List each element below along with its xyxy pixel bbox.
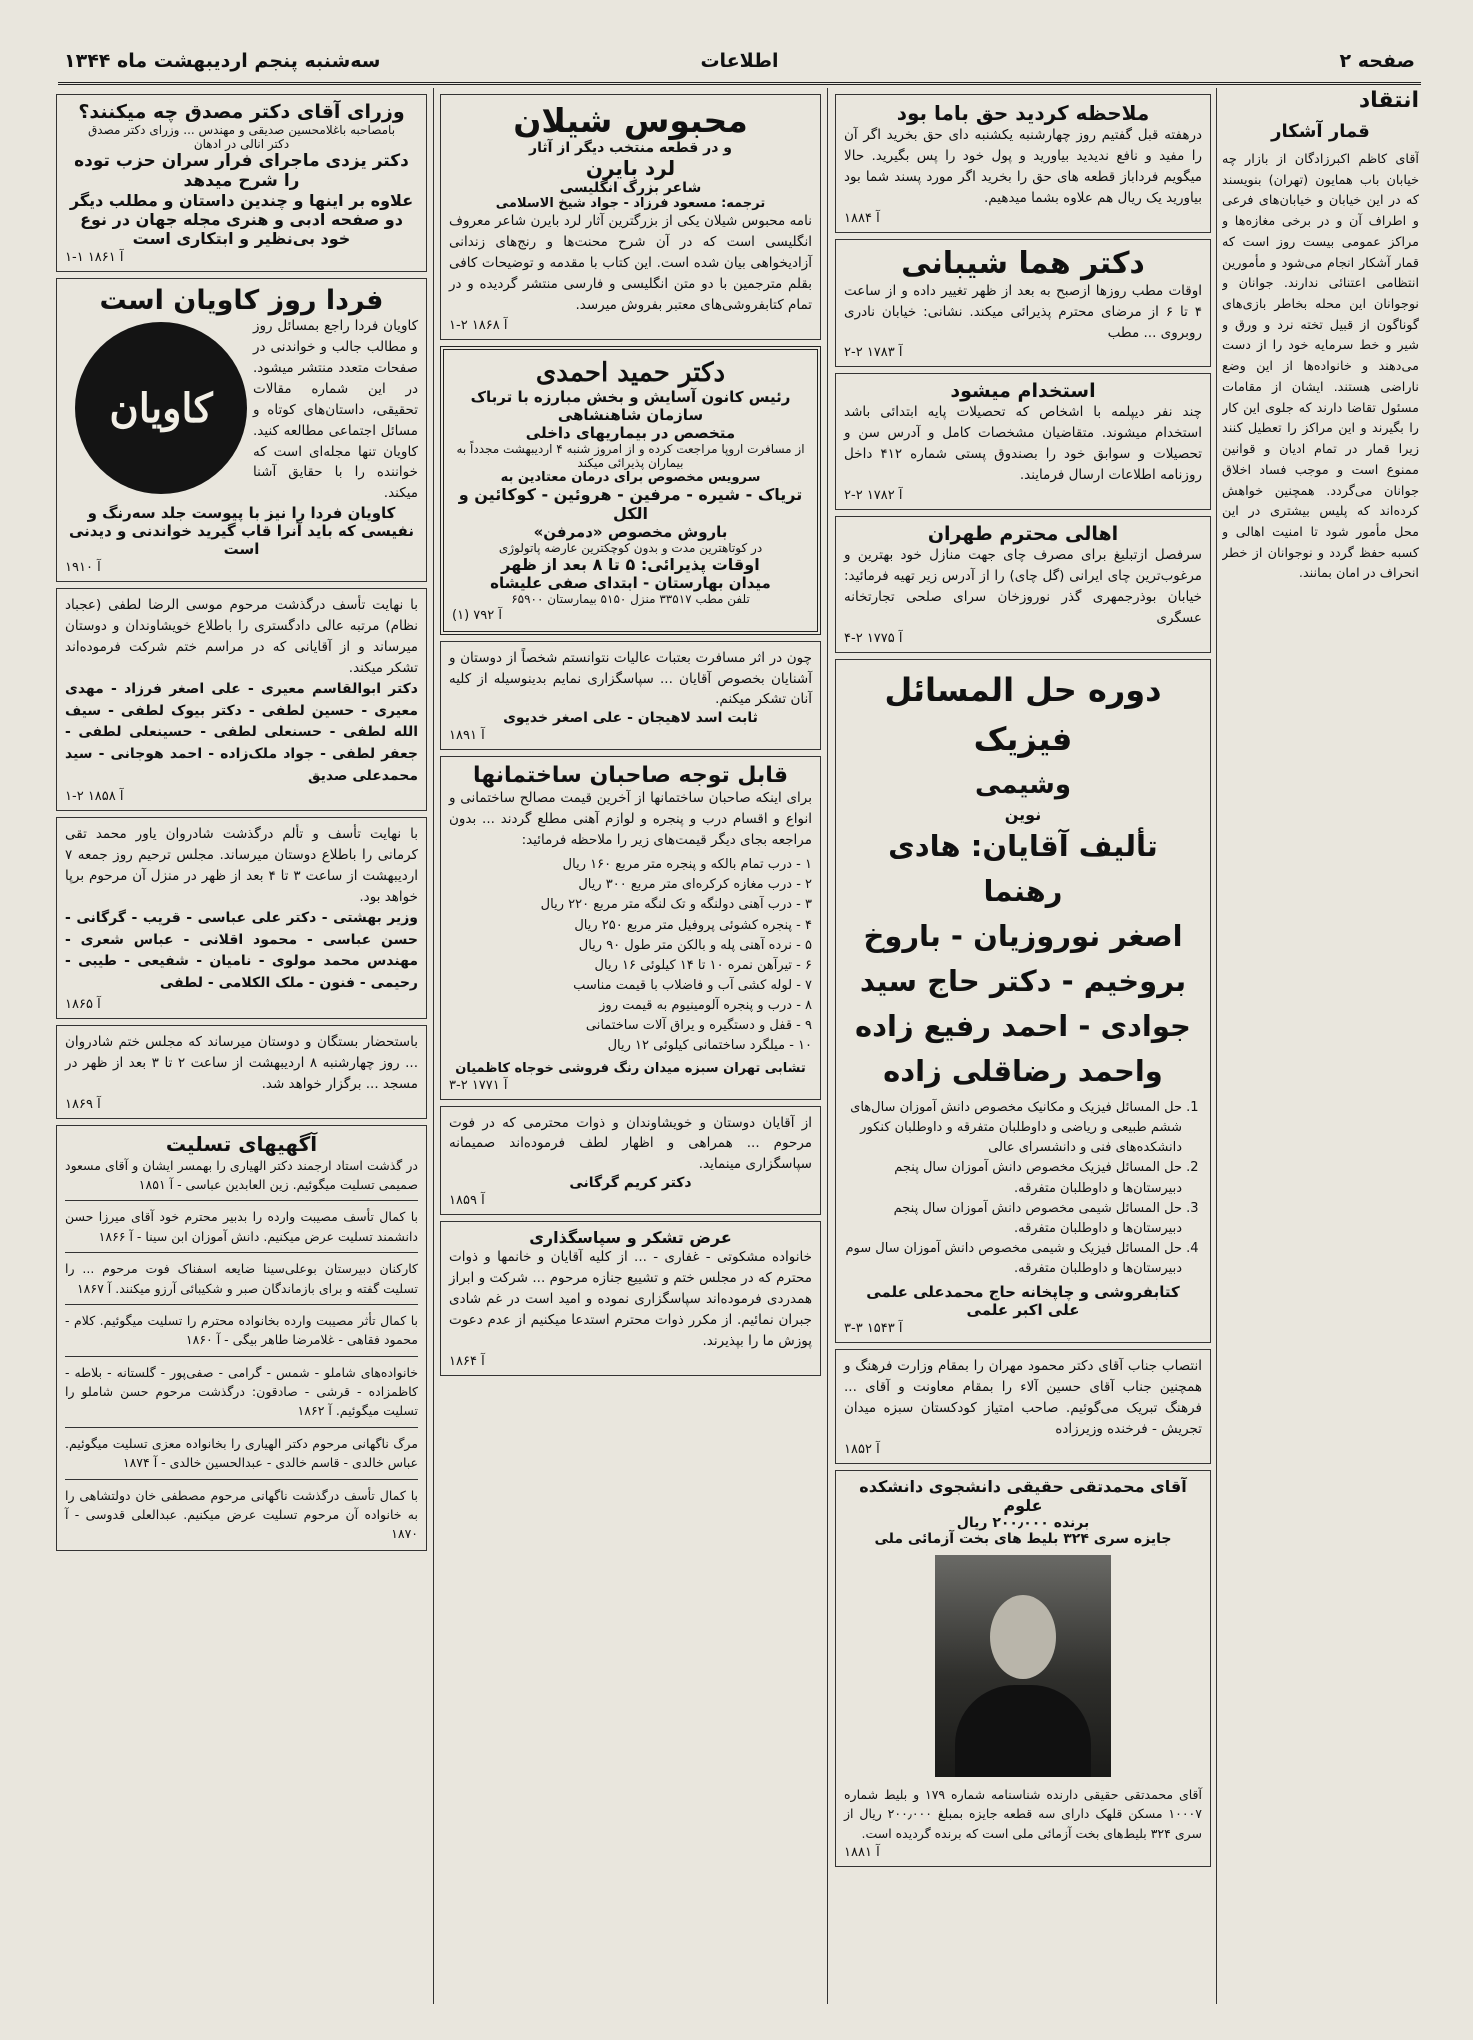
ad-text: با نهایت تأسف و تألم درگذشت شادروان یاور محمد تقی کرمانی را باطلاع دوستان میرساند. مجلس ترحیم روز جمعه ۷ اردیبهشت از ساعت ۳ تا ۴ بعد از ظهر در منزل آن مرحوم برپا خواهد بود.	[65, 826, 418, 906]
condolence-item: خانواده‌های شاملو - شمس - گرامی - صفی‌پور - گلستانه - بلاطه - کاظمزاده - قرشی - صادقون: درگذشت مرحوم حسن شاملو را تسلیت میگوئیم. آ ۱۸۶۲	[65, 1364, 418, 1419]
doctor-line: از مسافرت اروپا مراجعت کرده و از امروز شنبه ۴ اردیبهشت مجدداً به بیماران پذیرائی میکند	[456, 441, 805, 470]
office-phone: تلفن مطب ۳۳۵۱۷ منزل ۵۱۵۰ بیمارستان ۶۵۹۰۰	[511, 591, 750, 606]
ad-book-prisoner	[440, 94, 821, 340]
ad-title: قابل توجه صاحبان ساختمانها	[473, 763, 788, 789]
section-title: آگهیهای تسلیت	[165, 1131, 318, 1156]
condolence-ads	[56, 1125, 427, 1551]
list-item: 4. حل المسائل فیزیک و شیمی مخصوص دانش آموزان سال سوم دبیرستان‌ها و داوطلبان متفرقه.	[844, 1239, 1182, 1279]
ad-ref: آ ۱۷۷۵ ۲-۴	[844, 630, 903, 646]
ad-text: سرفصل ازتبلیغ برای مصرف چای جهت منازل خود بهترین و مرغوب‌ترین چای ایرانی (گل چای) را از آدرس زیر تهیه فرمائید: خیابان بوذرجمهری گذر نوروزخان سرای صلحی تجارتخانه عسگری	[844, 547, 1202, 626]
article-headline: قمار آشکار	[1271, 121, 1370, 142]
ad-title: آقای محمدتقی حقیقی دانشجوی دانشکده علوم	[859, 1476, 1187, 1515]
ad-tehran-tea	[835, 516, 1211, 653]
list-item: 1. حل المسائل فیزیک و مکانیک مخصوص دانش آموزان سال‌های ششم طبیعی و ریاضی و داوطلبان متفرقه و داوطلبان کنکور دانشکده‌های فنی و دانشسرای عالی	[844, 1098, 1182, 1158]
ad-text: باستحضار بستگان و دوستان میرساند که مجلس ختم شادروان ... روز چهارشنبه ۸ اردیبهشت از ساعت ۲ تا ۳ بعد از ظهر در مسجد ... برگزار خواهد شد.	[65, 1033, 419, 1092]
ad-title: اهالی محترم طهران	[927, 523, 1119, 546]
ad-ref: آ ۱۷۸۳ ۲-۲	[844, 345, 903, 361]
winner-photo	[935, 1555, 1111, 1777]
mourner-names: وزیر بهشتی - دکتر علی عباسی - قریب - گرگانی - حسن عباسی - محمود اقلانی - عباس شعری - مهندس محمد مولوی - نامیان - شفیعی - طیبی - رحیمی - فنون - ملک الکلامی - لطفی	[65, 910, 418, 992]
ad-text: از آقایان دوستان و خویشاوندان و ذوات محترمی که در فوت مرحوم ... همراهی و اظهار لطف فرموده‌اند صمیمانه سپاسگزاری مینماید.	[449, 1114, 812, 1173]
list-item: ۲ - درب مغازه کرکره‌ای متر مربع ۳۰۰ ریال	[578, 877, 812, 893]
ad-ref: آ ۱۵۴۳ ۳-۳	[844, 1321, 903, 1337]
ad-doctor-ahmadi	[440, 346, 821, 635]
ad-text: نامه محبوس شیلان یکی از بزرگترین آثار لرد بایرن شاعر معروف انگلیسی است که در آن شرح محنت‌ها و رنج‌های زندانی آزادیخواهی بیان شده است. این کتاب با مقدمه و توضیحات کافی بقلم مترجمین با دو متن انگلیسی و فارسی منتشر گردیده و در تمام کتابفروشی‌های معتبر بفروش میرسد.	[449, 213, 812, 313]
ad-physics-book	[835, 659, 1211, 1343]
column-divider	[1216, 88, 1217, 2004]
publisher-name: علی اکبر علمی	[966, 1301, 1080, 1320]
condolence-item: با کمال تأسف مصیبت وارده را بدبیر محترم خود آقای میرزا حسن دانشمند تسلیت عرض میکنیم. دانش آموزان ابن سینا - آ ۱۸۶۶	[65, 1209, 418, 1244]
ad-lottery-winner	[835, 1470, 1211, 1867]
ad-ref: آ ۱۸۵۲	[844, 1441, 880, 1457]
ad-headline: دو صفحه ادبی و هنری مجله جهان در نوع خود بی‌نظیر و ابتکاری است	[80, 210, 403, 248]
book-list	[844, 1098, 1202, 1279]
ad-title: دکتر هما شیبانی	[901, 245, 1145, 281]
price-list	[449, 855, 812, 1056]
article-body: آقای کاظم اکبرزادگان از بازار چه خیابان باب همایون (تهران) بنویسند که در این خیابان و خیابان‌های فرعی و اطراف آن و در برخی مغازه‌ها و مراکز عمومی بیست روز است که قمار آشکار انجام می‌شود و مأمورین انتظامی اعتنائی ندارند. جوانان و نوجوانان این محله بخاطر بازی‌های گوناگون از قبیل تخته نرد و ورق و شیر و خط سرمایه خود را از دست می‌دهند و خانواده‌ها از این وضع ناراضی هستند. ایشان از مقامات مسئول تقاضا دارند که جلوی این کار را بگیرند و این مراکز را تعطیل کنند زیرا قمار در تمام ادیان و قوانین ممنوع است و موجب فساد اخلاق جوانان می‌گردد. همچنین خواهش کرده‌اند که پلیس بیشتری در این محل مأمور شود تا امنیت اهالی و کسبه حفظ گردد و نوجوانان از خطر انحراف در امان بمانند.	[1222, 152, 1419, 582]
prize-amount: برنده ۲۰۰٫۰۰۰ ریال	[956, 1514, 1090, 1531]
ads-column-3	[440, 88, 821, 2004]
list-item: ۴ - پنجره کشوئی پروفیل متر مربع ۲۵۰ ریال	[574, 917, 812, 933]
ad-title: ملاحظه کردید حق باما بود	[896, 101, 1150, 125]
ad-jahan-magazine	[56, 94, 427, 272]
ad-sub: شاعر بزرگ انگلیسی	[559, 180, 702, 196]
list-item: ۷ - لوله کشی آب و فاضلاب با قیمت مناسب	[573, 977, 812, 993]
ad-text: کاویان فردا راجع بمسائل روز و مطالب جالب و خواندنی در صفحات متعدد منتشر میشود. در این شماره مقالات تحقیقی، داستان‌های کوتاه و مسائل اجتماعی مطالعه کنید. کاویان تنها مجله‌ای است که خواننده را با حقایق آشنا میکند.	[253, 318, 418, 502]
office-address: میدان بهارستان - ابتدای صفی علیشاه	[490, 573, 771, 592]
obituary-1	[56, 588, 427, 811]
condolence-item: در گذشت استاد ارجمند دکتر الهیاری را بهمسر ایشان و آقای مسعود صمیمی تسلیت میگوئیم. زین العابدین عباسی - آ ۱۸۵۱	[65, 1157, 418, 1192]
ad-title: استخدام میشود	[950, 380, 1096, 403]
obituary-3	[56, 1025, 427, 1119]
doctor-line: باروش مخصوص «دمرفن»	[533, 522, 728, 541]
condolence-item: کارکنان دبیرستان بوعلی‌سینا ضایعه اسفناک فوت مرحوم ... را تسلیت گفته و برای بازماندگان صبر و شکیبائی آرزو میکنند. آ ۱۸۶۷	[65, 1261, 418, 1296]
ad-headline: دکتر یزدی ماجرای فرار سران حزب توده را شرح میدهد	[74, 151, 409, 191]
ad-sub: بامصاحبه باغلامحسین صدیقی و مهندس ... وزرای دکتر مصدق	[87, 123, 396, 137]
ad-title: محبوس شیلان	[513, 101, 748, 140]
ad-text: چون در اثر مسافرت بعتبات عالیات نتوانستم شخصاً از دوستان و آشنایان بخصوص آقایان ... سپاسگزاری نمایم بدینوسیله از کلیه آنان تشکر میکنم.	[449, 649, 812, 708]
ads-column-4	[56, 88, 427, 2004]
ad-ref: آ ۱۸۶۴	[449, 1353, 485, 1369]
column-divider	[827, 88, 828, 2004]
ad-sub: و در قطعه منتخب دیگر از آثار	[529, 140, 732, 156]
ad-text: انتصاب جناب آقای دکتر محمود مهران را بمقام وزارت فرهنگ و همچنین جناب آقای حسین آلاء را بمقام معاونت و آقای ... فرهنگ تبریک می‌گوئیم. صاحب امتیاز کودکستان سبزه‌ میدان تجریش - فرخنده وزیرزاده	[844, 1358, 1202, 1437]
photo-caption: آقای محمدتقی حقیقی دارنده شناسنامه شماره ۱۷۹ و بلیط شماره ۱۰۰۰۷ مسکن قلهک دارای سه قطعه جایزه بمبلغ ۲۰۰٫۰۰۰ ریال از سری ۳۲۴ بلیط‌های بخت آزمائی ملی است که برنده گردیده است.	[844, 1786, 1203, 1841]
authors-line: بروخیم - دکتر حاج سید	[859, 964, 1187, 999]
ad-text: خانواده مشکوتی - غفاری - ... از کلیه آقایان و خانمها و ذوات محترم که در مجلس ختم و تشییع جنازه مرحوم ... شرکت و ابراز همدردی فرموده‌اند سپاسگزاری نموده و امید است در غم شادی جبران نمائیم. از مکرر ذوات محترم استدعا میکنیم از عدم دعوت پوزش ما را بپذیرند.	[449, 1249, 812, 1349]
prize-desc: جایزه سری ۳۲۴ بلیط های بخت آزمائی ملی	[874, 1530, 1172, 1547]
authors-line: تألیف آقایان: هادی رهنما	[888, 829, 1158, 909]
ad-kaviyan	[56, 278, 427, 582]
ad-ref: آ ۱۸۹۱	[449, 728, 485, 744]
doctor-name: دکتر حمید احمدی	[535, 357, 726, 388]
condolence-item: مرگ ناگهانی مرحوم دکتر الهیاری را بخانواده معزی تسلیت میگوئیم. عباس خالدی - قاسم خالدی - عبدالحسین خالدی - آ ۱۸۷۴	[65, 1435, 418, 1471]
ad-address: تشابی تهران سبزه میدان رنگ فروشی خوجاه کاظمیان	[455, 1060, 806, 1076]
list-item: 2. حل المسائل فیزیک مخصوص دانش آموزان سال پنجم دبیرستان‌ها و داوطلبان متفرقه.	[844, 1158, 1182, 1198]
office-hours: اوقات پذیرائی: ۵ تا ۸ بعد از ظهر	[501, 554, 760, 574]
book-title-2: وشیمی	[974, 770, 1072, 801]
book-title: دوره حل المسائل فیزیک	[884, 670, 1162, 759]
ad-ref: آ ۱۷۷۱ ۲-۳	[449, 1077, 508, 1093]
ad-text: درهفته قبل گفتیم روز چهارشنبه یکشنبه دای حق بخرید اگر آن را مفید و نافع ندیدید بیاورید و پول خود را پس بگیرید. حالا میگویم فرداباز قطعه های حق را بخرید اگر مورد پسند شما بود بیاورید یک ریال هم علاوه بشما میدهیم.	[844, 127, 1202, 206]
authors-line: واحمد رضاقلی زاده	[883, 1054, 1163, 1088]
doctor-line: سازمان شاهنشاهی	[557, 405, 704, 424]
condolence-item: با کمال تأسف درگذشت ناگهانی مرحوم مصطفی خان دولتشاهی را به خانواده آن مرحوم تسلیت عرض میکنیم. عبدالعلی قدوسی - آ ۱۸۷۰	[65, 1487, 418, 1542]
condolence-item: با کمال تأثر مصیبت وارده بخانواده محترم را تسلیت میگوئیم. کلام - محمود فقاهی - غلامرضا طاهر بیگی - آ ۱۸۶۰	[65, 1312, 418, 1348]
doctor-line: متخصص در بیماریهای داخلی	[525, 423, 736, 442]
doctor-line: رئیس کانون آسایش و بخش مبارزه با ترباک	[470, 387, 791, 406]
ad-ref: آ ۱۸۶۵	[65, 996, 101, 1012]
translators: ترجمه: مسعود فرزاد - جواد شیخ الاسلامی	[495, 196, 766, 211]
ad-congrats	[835, 1349, 1211, 1464]
ad-text: با نهایت تأسف درگذشت مرحوم موسی الرضا لطفی (عجباد نظام) مرتبه عالی دادگستری را باطلاع خویشاوندان و دوستان میرساند و از آقایانی که در مراسم ختم شرکت فرموده‌اند تشکر میکند.	[65, 597, 418, 677]
mourner-names: دکتر ابوالقاسم معیری - علی اصغر فرزاد - مهدی معیری - حسین لطفی - دکتر بیوک لطفی - سیف الله لطفی - حسنعلی لطفی - حسینعلی لطفی - جعفر لطفی - جواد ملک‌زاده - احمد هوجانی - سید محمدعلی صدیق	[65, 680, 418, 784]
list-item: ۵ - نرده آهنی پله و بالکن متر طول ۹۰ ریال	[578, 937, 812, 953]
ad-signature: ثابت اسد لاهیجان - علی اصغر خدیوی	[503, 710, 758, 727]
ad-ref: آ ۱۸۸۱	[844, 1845, 880, 1861]
doctor-line: تریاک - شیره - مرفین - هروئین - کوکائین و الکل	[458, 484, 803, 523]
ad-ref: آ ۱۸۵۹	[449, 1193, 485, 1209]
page-header	[58, 44, 1421, 85]
page-number: صفحه ۲	[1339, 50, 1415, 72]
doctor-line: در کوتاهترین مدت و بدون کوچکترین عارضه پاتولوژی	[498, 540, 763, 555]
ad-hiring	[835, 373, 1211, 510]
list-item: ۶ - تیرآهن نمره ۱۰ تا ۱۴ کیلوئی ۱۶ ریال	[594, 957, 812, 973]
list-item: ۸ - درب و پنجره آلومینیوم به قیمت روز	[599, 998, 812, 1014]
kaviyan-logo: کاویان	[75, 322, 247, 494]
book-edition: نوین	[1004, 805, 1042, 825]
ad-ref: آ ۷۹۲ (۱)	[452, 607, 502, 623]
newspaper-name: اطلاعات	[700, 50, 779, 72]
ad-gratitude	[440, 1221, 821, 1376]
ad-ref: آ ۱۹۱۰	[65, 560, 101, 576]
list-item: 3. حل المسائل شیمی مخصوص دانش آموزان سال پنجم دبیرستان‌ها و داوطلبان متفرقه.	[844, 1199, 1182, 1239]
criticism-column	[1222, 88, 1419, 2004]
authors-line: اصغر نوروزیان - باروخ	[863, 919, 1183, 954]
list-item: ۹ - قفل و دستگیره و یراق آلات ساختمانی	[585, 1018, 812, 1034]
ad-text: چند نفر دیپلمه با اشخاص که تحصیلات پایه ابتدائی باشد استخدام میشوند. متقاضیان مشخصات کامل و آدرس سن و تحصیلات و سوابق خود را بصندوق پستی شماره ۴۱۲ داخل روزنامه اطلاعات ارسال فرمایند.	[844, 404, 1203, 484]
ad-sub: دکتر انالی در ادهان	[193, 137, 290, 151]
issue-date: سه‌شنبه پنجم اردیبهشت ماه ۱۳۴۴	[64, 50, 381, 72]
authors-line: جوادی - احمد رفیع زاده	[855, 1009, 1191, 1044]
ad-thanks-1	[440, 641, 821, 751]
column-title: انتقاد	[1358, 88, 1419, 113]
ad-text: اوقات مطب روزها ازصبح به بعد از ظهر تغییر داده و از ساعت ۴ تا ۶ از مرضای محترم پذیرائی میکند. نشانی: خیابان نادری روبروی ... مطب	[844, 282, 1203, 341]
ad-ref: آ ۱۸۶۸ ۲-۱	[449, 317, 508, 333]
ad-signature: دکتر کریم گرگانی	[569, 1175, 692, 1192]
column-divider	[433, 88, 434, 2004]
ad-ref: آ ۱۸۸۴	[844, 210, 880, 226]
ads-column-2	[835, 88, 1211, 2004]
ad-ref: آ ۱۸۶۹	[65, 1096, 101, 1112]
ad-title: فردا روز کاویان است	[99, 285, 384, 316]
doctor-line: سرویس مخصوص برای درمان معتادین به	[500, 469, 761, 485]
ad-ref: آ ۱۸۶۱ ۱-۱	[65, 250, 124, 265]
ad-tea-offer	[835, 94, 1211, 233]
ad-construction	[440, 756, 821, 1099]
publisher: کتابفروشی و چاپخانه حاج محمدعلی علمی	[866, 1283, 1180, 1302]
ad-author: لرد بایرن	[585, 156, 676, 180]
ad-thanks-2	[440, 1106, 821, 1216]
list-item: ۱۰ - میلگرد ساختمانی کیلوئی ۱۲ ریال	[607, 1038, 812, 1054]
obituary-2	[56, 817, 427, 1018]
ad-title: عرض تشکر و سپاسگذاری	[529, 1228, 732, 1248]
ad-footer: کاویان فردا را نیز با پیوست جلد سه‌رنگ و نفیسی که باید آنرا قاب گیرید خواندنی و دیدنی است	[69, 504, 414, 559]
ad-text: برای اینکه صاحبان ساختمانها از آخرین قیمت مصالح ساختمانی و انواع و اقسام درب و پنجره و لوازم آهنی مطلع گردند ... بدون مراجعه بجای دیگر قیمت‌های زیر را ملاحظه فرمائید:	[449, 790, 812, 849]
list-item: ۱ - درب تمام بالکه و پنجره متر مربع ۱۶۰ ریال	[562, 857, 812, 873]
ad-ref: آ ۱۸۵۸ ۲-۱	[65, 789, 124, 805]
list-item: ۳ - درب آهنی دولنگه و تک لنگه متر مربع ۲۲۰ ریال	[540, 897, 812, 913]
ad-title: وزرای آقای دکتر مصدق چه میکنند؟	[78, 101, 405, 123]
ad-doctor-shibani	[835, 239, 1211, 368]
ad-ref: آ ۱۷۸۲ ۲-۲	[844, 488, 903, 504]
ad-headline: علاوه بر اینها و چندین داستان و مطلب دیگر	[69, 191, 414, 210]
